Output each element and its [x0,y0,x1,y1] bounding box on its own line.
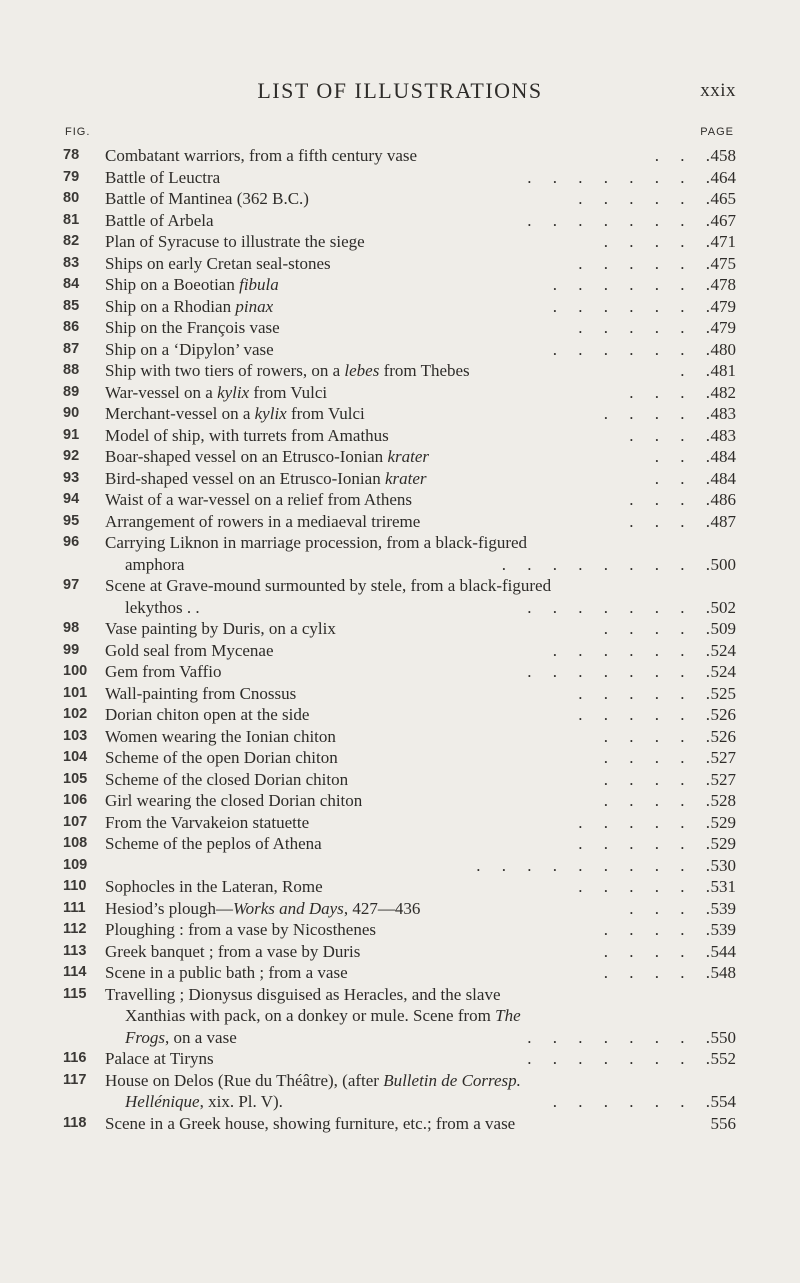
entry-line [0,1048,800,1070]
list-item [0,403,800,425]
leader-dots: . . . . . . . . [527,1027,710,1047]
list-item [0,661,800,683]
page-ref: 486 [710,490,736,509]
page-ref: 524 [710,640,736,660]
entry-line [0,532,800,554]
list-item [0,833,800,855]
figure-caption: Ship on a ‘Dipylon’ vase [105,339,274,359]
figure-number: 116 [63,1050,87,1066]
list-item [0,253,800,275]
figure-number: 114 [63,964,87,980]
figure-number: 92 [63,448,80,464]
page-number: xxix [700,80,736,101]
leader-dots: . . . . . [603,232,710,251]
leader-dots: . . . . . [603,748,710,767]
figure-number: 113 [63,942,87,959]
list-item [0,683,800,705]
figure-number: 91 [63,426,80,443]
entry-line [0,812,800,834]
figure-number: 82 [63,233,80,249]
page-title: LIST OF ILLUSTRATIONS [257,78,543,103]
leader-dots: . . . . . . [578,318,710,337]
leader-dots: . . . . . . . [552,1092,710,1111]
figure-caption: Ship on a Boeotian fibula [105,275,279,294]
illustration-list [0,145,800,1134]
leader-dots: . . . . [629,898,710,918]
figure-caption: Gold seal from Mycenae [105,640,274,660]
page-ref: 556 [710,1113,736,1133]
page-ref: 484 [710,447,736,466]
leader-dots: . . . . . . . [552,275,710,294]
leader-dots: . . . [654,468,710,488]
list-item [0,382,800,404]
figure-caption: Waist of a war-vessel on a relief from Athens [105,490,413,509]
figure-number: 95 [63,512,80,529]
page-ref: 481 [710,361,736,380]
page-ref: 464 [710,167,736,187]
leader-dots: . . . . [629,382,710,402]
figure-number: 103 [63,727,88,744]
leader-dots: . . . . . . [578,834,710,853]
list-item [0,984,800,1049]
leader-dots: . . . . . . . . . . [476,855,710,875]
leader-dots: . . . . . . . . [527,597,710,617]
list-item [0,317,800,339]
leader-dots: . . . . . [603,769,710,789]
page-ref: 526 [710,705,736,724]
figure-caption: Women wearing the Ionian chiton [105,726,336,746]
entry-line [0,984,800,1006]
figure-caption: Model of ship, with turrets from Amathus [105,425,389,445]
entry-line [0,919,800,941]
list-item [0,231,800,253]
list-item [0,145,800,167]
figure-caption: Scheme of the open Dorian chiton [105,748,338,767]
list-item [0,532,800,575]
figure-number: 117 [63,1071,87,1088]
list-item [0,898,800,920]
figure-number: 97 [63,577,80,593]
entry-line [0,468,800,490]
entry-line [0,962,800,984]
figure-caption: House on Delos (Rue du Théâtre), (after Bulletin de Corresp. [105,1070,521,1090]
page-column-heading: PAGE [700,126,734,138]
page-ref: 539 [710,920,736,939]
entry-line [0,554,800,576]
running-head [0,78,800,108]
entry-line [0,317,800,339]
page-ref: 480 [710,339,736,359]
leader-dots: . . [680,361,710,380]
entry-line [0,360,800,382]
list-item [0,790,800,812]
leader-dots: . . . . . . [578,683,710,703]
page-ref: 483 [710,425,736,445]
list-item [0,618,800,640]
figure-caption: Ships on early Cretan seal-stones [105,253,331,273]
leader-dots: . . . . . . . . [527,210,710,230]
leader-dots: . . . . . . [578,812,710,832]
entry-line [0,1005,800,1027]
figure-caption: Merchant-vessel on a kylix from Vulci [105,404,365,423]
figure-caption: Ship with two tiers of rowers, on a lebes from Thebes [105,361,470,380]
list-item [0,1070,800,1113]
entry-line [0,1027,800,1049]
figure-caption: Scene in a public bath ; from a vase [105,963,348,982]
leader-dots: . . . . . . . [552,296,710,316]
entry-line [0,210,800,232]
entry-line [0,1091,800,1113]
list-item [0,640,800,662]
list-item [0,360,800,382]
figure-caption: Girl wearing the closed Dorian chiton [105,791,363,810]
figure-number: 98 [63,620,80,636]
entry-line [0,855,800,877]
page-ref: 525 [710,683,736,703]
list-item [0,489,800,511]
entry-line [0,489,800,511]
entry-line [0,339,800,361]
entry-line [0,747,800,769]
figure-number: 101 [63,684,88,701]
list-item [0,704,800,726]
entry-line [0,726,800,748]
page-ref: 552 [710,1049,736,1068]
figure-caption: Combatant warriors, from a fifth century vase [105,146,418,165]
list-item [0,339,800,361]
figure-caption: amphora [125,554,185,574]
page-ref: 483 [710,404,736,423]
column-headings [0,126,800,142]
figure-caption: Battle of Leuctra [105,167,221,187]
figure-number: 109 [63,856,88,873]
leader-dots: . . . . . [603,726,710,746]
list-item [0,296,800,318]
page-ref: 524 [710,662,736,681]
page-ref: 550 [710,1027,736,1047]
figure-caption: Ship on a Rhodian pinax [105,296,274,316]
figure-caption: Greek banquet ; from a vase by Duris [105,941,361,961]
list-item [0,941,800,963]
entry-line [0,1070,800,1092]
entry-line [0,769,800,791]
figure-number: 107 [63,813,88,830]
figure-number: 89 [63,383,80,400]
figure-number: 81 [63,211,80,228]
leader-dots: . . . . . . . . [527,1049,710,1068]
figure-caption: Hellénique, xix. Pl. V). [125,1092,283,1111]
figure-caption: Xanthias with pack, on a donkey or mule. Scene from The [125,1006,521,1025]
figure-number: 112 [63,921,87,937]
figure-caption: Sophocles in the Lateran, Rome [105,877,323,896]
entry-line [0,640,800,662]
figure-number: 80 [63,190,80,206]
page-ref: 478 [710,275,736,294]
figure-caption: Battle of Arbela [105,210,214,230]
list-item [0,188,800,210]
page-ref: 539 [710,898,736,918]
figure-number: 78 [63,147,80,163]
figure-caption: Scheme of the peplos of Athena [105,834,322,853]
list-item [0,446,800,468]
figure-number: 115 [63,985,87,1002]
list-item [0,575,800,618]
figure-caption: Scene in a Greek house, showing furniture, etc.; from a vase [105,1113,516,1133]
entry-line [0,274,800,296]
entry-line [0,661,800,683]
figure-number: 104 [63,749,88,765]
list-item [0,747,800,769]
figure-number: 94 [63,491,80,507]
entry-line [0,145,800,167]
figure-caption: Carrying Liknon in marriage procession, from a black-figured [105,533,528,552]
page-ref: 526 [710,726,736,746]
page-ref: 482 [710,382,736,402]
figure-number: 99 [63,641,80,658]
page-ref: 528 [710,791,736,810]
list-item [0,726,800,748]
figure-number: 108 [63,835,88,851]
leader-dots: . . . . . [603,920,710,939]
leader-dots: . . . . . . . . . [501,554,710,574]
figure-number: 110 [63,878,87,894]
figure-caption: Plan of Syracuse to illustrate the siege [105,232,365,251]
page-ref: 530 [710,855,736,875]
figure-number: 85 [63,297,80,314]
page-ref: 487 [710,511,736,531]
leader-dots: . . . . . . . . [527,662,710,681]
entry-line [0,833,800,855]
list-item [0,855,800,877]
entry-line [0,446,800,468]
list-item [0,876,800,898]
figure-caption: Bird-shaped vessel on an Etrusco-Ionian krater [105,468,427,488]
figure-caption: Boar-shaped vessel on an Etrusco-Ionian krater [105,447,429,466]
figure-caption: Travelling ; Dionysus disguised as Heracles, and the slave [105,984,501,1004]
entry-line [0,941,800,963]
list-item [0,210,800,232]
figure-caption: Wall-painting from Cnossus [105,683,297,703]
entry-line [0,231,800,253]
entry-line [0,597,800,619]
leader-dots: . . . . [629,425,710,445]
leader-dots: . . . . . . [578,253,710,273]
entry-line [0,704,800,726]
leader-dots: . . . [654,447,710,466]
figure-caption: Ship on the François vase [105,318,280,337]
page-ref: 554 [710,1092,736,1111]
figure-caption: War-vessel on a kylix from Vulci [105,382,328,402]
figure-caption: Frogs, on a vase [125,1027,237,1047]
figure-caption: From the Varvakeion statuette [105,812,310,832]
leader-dots: . . . . . . . [552,339,710,359]
list-item [0,812,800,834]
figure-number: 88 [63,362,80,378]
figure-caption: Hesiod’s plough—Works and Days, 427—436 [105,898,421,918]
page-ref: 475 [710,253,736,273]
page-ref: 529 [710,834,736,853]
figure-number: 100 [63,663,88,679]
entry-line [0,296,800,318]
page-ref: 500 [710,554,736,574]
entry-line [0,425,800,447]
leader-dots: . . . . . [603,404,710,423]
leader-dots: . . . . [629,490,710,509]
list-item [0,511,800,533]
entry-line [0,898,800,920]
entry-line [0,188,800,210]
list-item [0,962,800,984]
leader-dots: . . . . . [603,619,710,638]
figure-caption: Arrangement of rowers in a mediaeval trireme [105,511,421,531]
page-ref: 502 [710,597,736,617]
figure-caption: Scheme of the closed Dorian chiton [105,769,349,789]
page-ref: 548 [710,963,736,982]
page-ref: 458 [710,146,736,165]
figure-number: 118 [63,1114,87,1131]
entry-line [0,618,800,640]
list-item [0,167,800,189]
entry-line [0,403,800,425]
figure-caption: Gem from Vaffio [105,662,222,681]
figure-caption: Palace at Tiryns [105,1049,214,1068]
page-ref: 544 [710,941,736,961]
list-item [0,769,800,791]
figure-number: 102 [63,706,88,722]
figure-number: 96 [63,534,80,550]
fig-column-heading: FIG. [65,126,91,138]
figure-number: 79 [63,168,80,185]
entry-line [0,876,800,898]
leader-dots: . . . . . [603,791,710,810]
figure-caption: Battle of Mantinea (362 B.C.) [105,189,309,208]
figure-number: 84 [63,276,80,292]
figure-number: 87 [63,340,80,357]
figure-caption: Scene at Grave-mound surmounted by stele, from a black-figured [105,576,552,595]
page-ref: 529 [710,812,736,832]
list-item [0,274,800,296]
figure-caption: Dorian chiton open at the side [105,705,310,724]
figure-number: 86 [63,319,80,335]
figure-caption: Ploughing : from a vase by Nicosthenes [105,920,377,939]
page-ref: 509 [710,619,736,638]
entry-line [0,575,800,597]
list-item [0,425,800,447]
leader-dots: . . . . . . . . [527,167,710,187]
list-item [0,468,800,490]
figure-number: 83 [63,254,80,271]
leader-dots: . . . . . . [578,877,710,896]
page-ref: 531 [710,877,736,896]
entry-line [0,790,800,812]
leader-dots: . . . . [629,511,710,531]
figure-number: 105 [63,770,88,787]
figure-number: 90 [63,405,80,421]
leader-dots: . . . . . . [578,705,710,724]
page-ref: 484 [710,468,736,488]
list-item [0,1113,800,1135]
list-item [0,1048,800,1070]
entry-line [0,253,800,275]
entry-line [0,511,800,533]
figure-caption: Vase painting by Duris, on a cylix [105,619,336,638]
page-ref: 527 [710,748,736,767]
leader-dots: . . . . . [603,963,710,982]
figure-caption: lekythos . . [125,597,200,617]
entry-line [0,683,800,705]
page-ref: 527 [710,769,736,789]
list-item [0,919,800,941]
figure-number: 106 [63,792,88,808]
page-ref: 467 [710,210,736,230]
leader-dots: . . . . . . . [552,640,710,660]
figure-number: 111 [63,899,86,916]
page-ref: 479 [710,318,736,337]
leader-dots: . . . . . . [578,189,710,208]
leader-dots: . . . . . [603,941,710,961]
figure-number: 93 [63,469,80,486]
entry-line [0,167,800,189]
entry-line [0,382,800,404]
leader-dots: . . . [654,146,710,165]
page-ref: 479 [710,296,736,316]
entry-line [0,1113,800,1135]
page-ref: 471 [710,232,736,251]
page-ref: 465 [710,189,736,208]
